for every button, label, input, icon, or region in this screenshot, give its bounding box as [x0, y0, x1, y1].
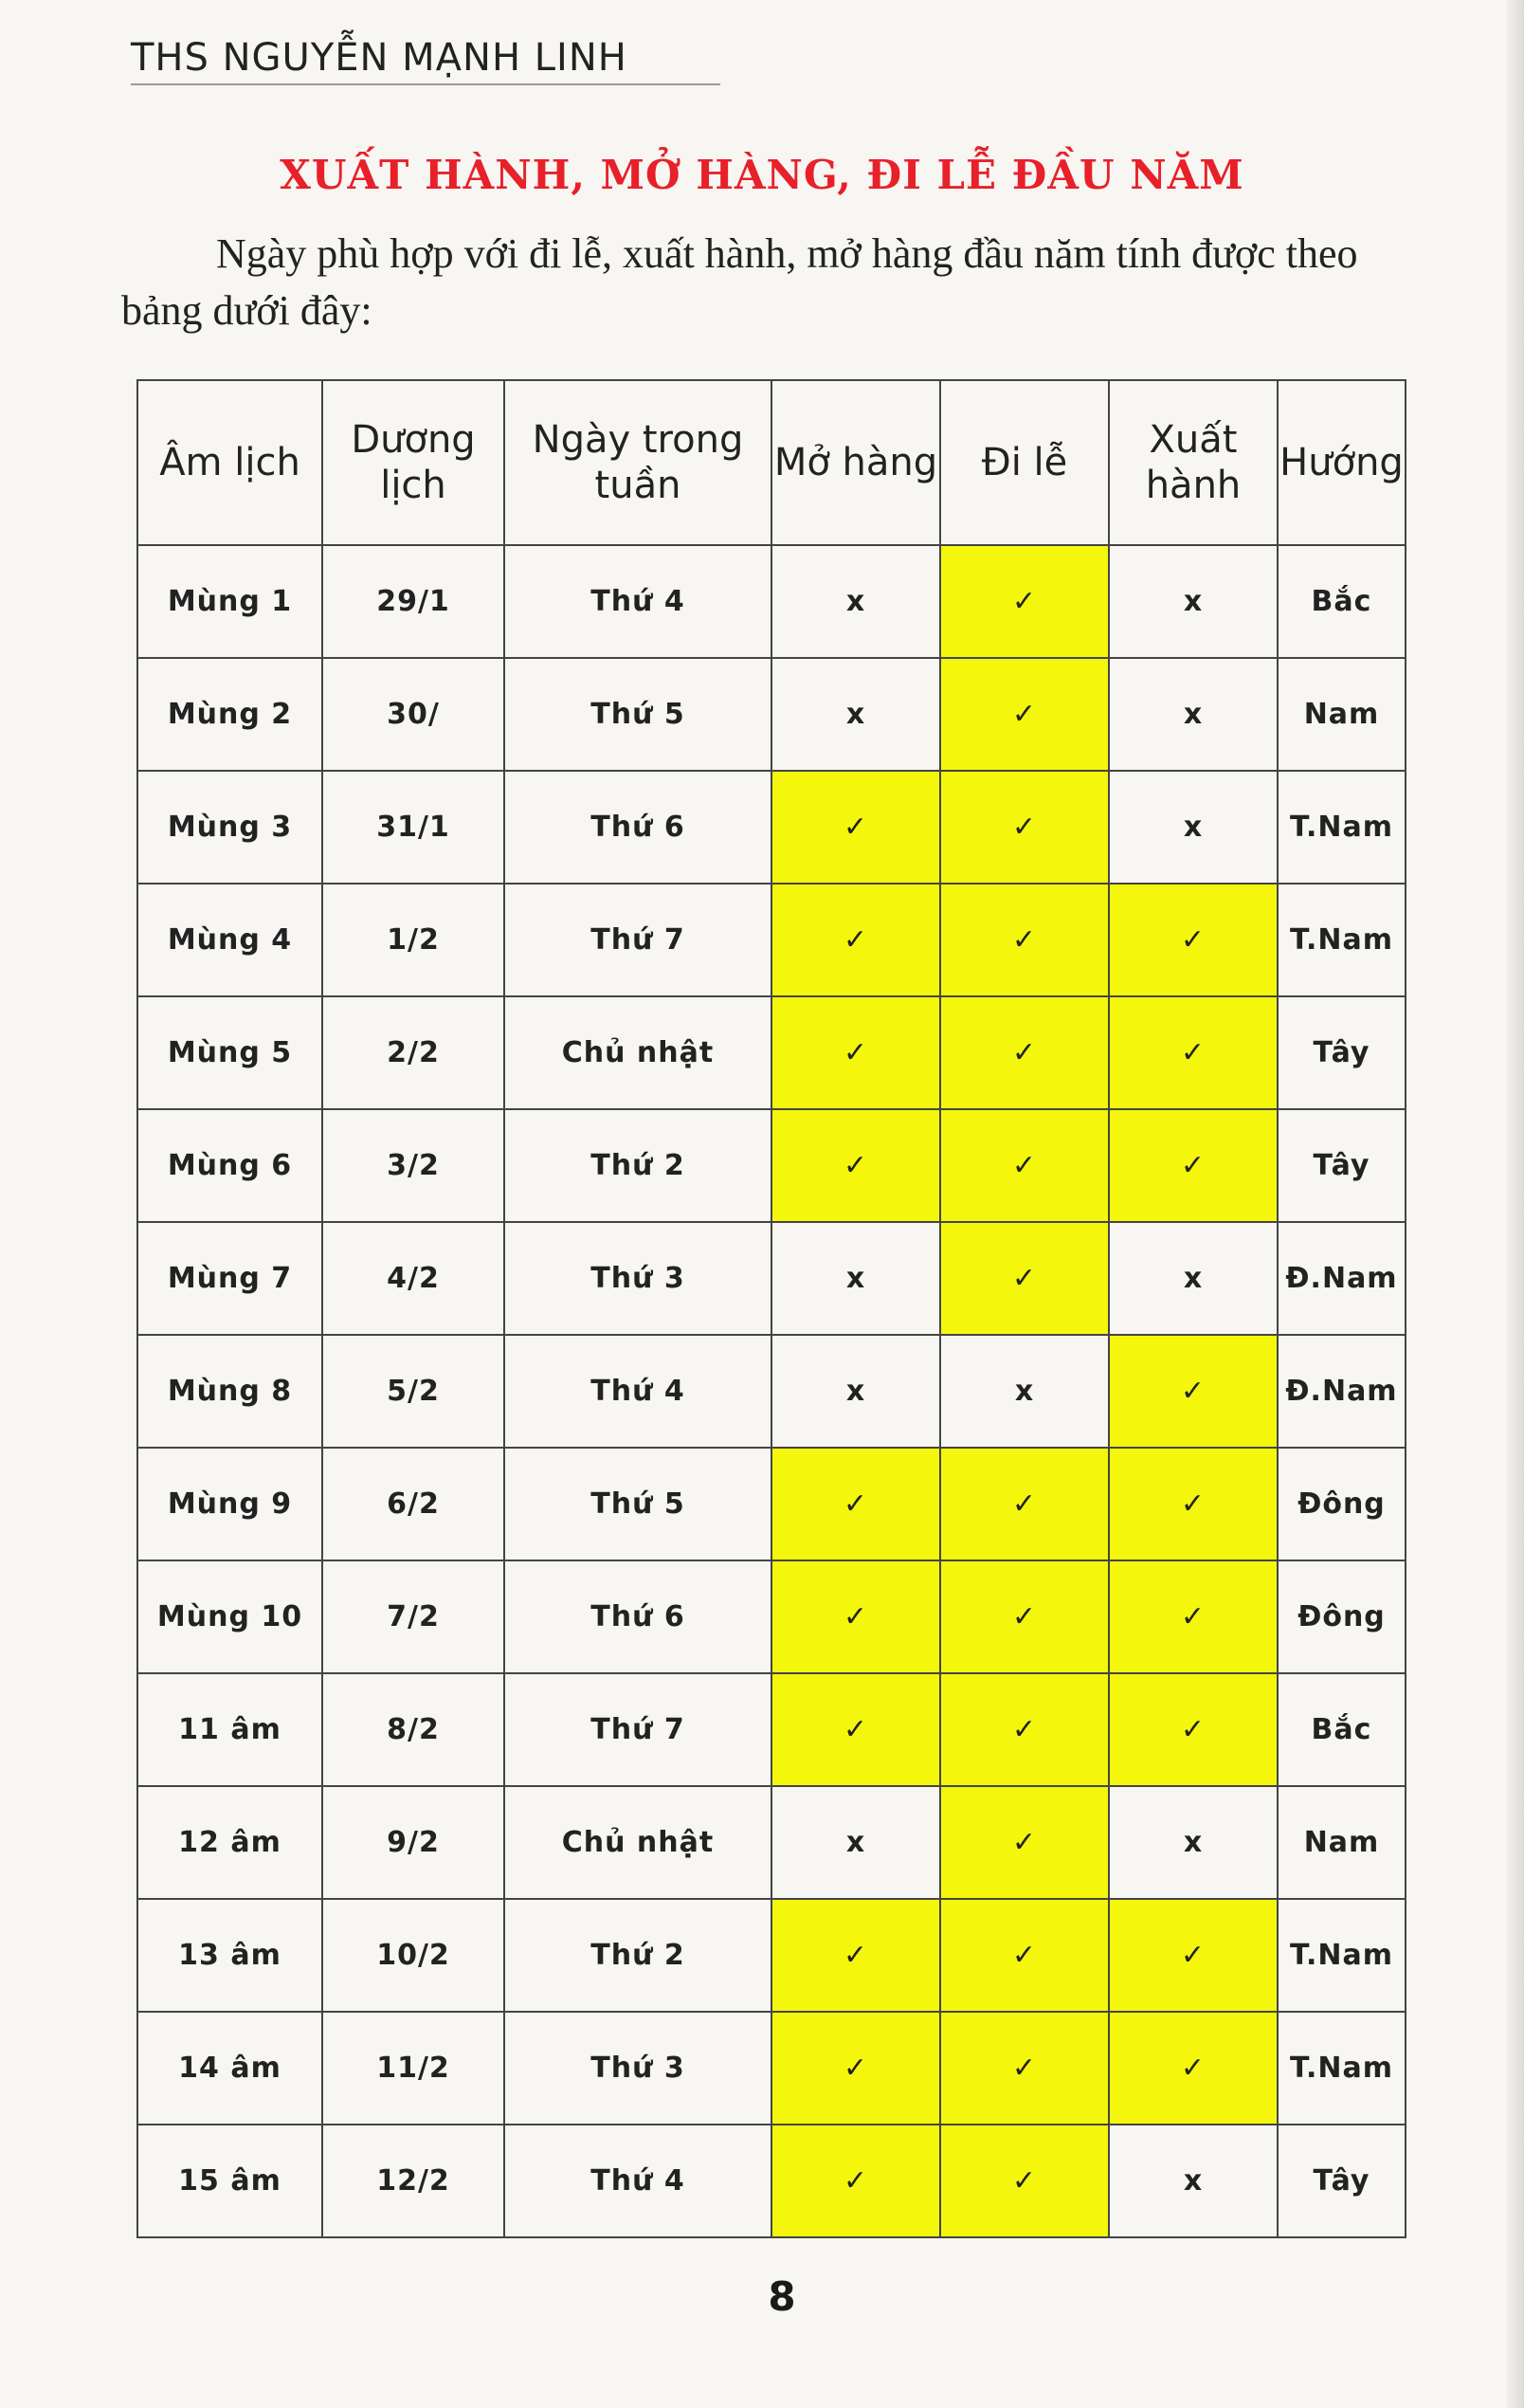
table-row [137, 1109, 1406, 1222]
table-row [137, 545, 1406, 658]
xuat-hanh-cell: ✓ [1109, 1109, 1278, 1222]
weekday-cell: Thứ 6 [504, 1560, 771, 1673]
duong-lich-cell: 31/1 [322, 771, 504, 884]
page-number: 8 [768, 2273, 796, 2320]
xuat-hanh-cell: x [1109, 2125, 1278, 2237]
di-le-cell: ✓ [940, 1899, 1109, 2012]
xuat-hanh-cell: x [1109, 771, 1278, 884]
mo-hang-cell: ✓ [771, 1448, 940, 1560]
weekday-cell: Chủ nhật [504, 996, 771, 1109]
header-duong-lich: Dương lịch [322, 380, 504, 545]
weekday-cell: Thứ 7 [504, 884, 771, 996]
duong-lich-cell: 6/2 [322, 1448, 504, 1560]
xuat-hanh-cell: ✓ [1109, 1448, 1278, 1560]
section-title: XUẤT HÀNH, MỞ HÀNG, ĐI LỄ ĐẦU NĂM [280, 152, 1244, 198]
weekday-cell: Thứ 5 [504, 658, 771, 771]
am-lich-cell: 12 âm [137, 1786, 322, 1899]
mo-hang-cell: x [771, 1786, 940, 1899]
duong-lich-cell: 12/2 [322, 2125, 504, 2237]
di-le-cell: ✓ [940, 1109, 1109, 1222]
am-lich-cell: Mùng 3 [137, 771, 322, 884]
duong-lich-cell: 11/2 [322, 2012, 504, 2125]
duong-lich-cell: 5/2 [322, 1335, 504, 1448]
table-row [137, 1560, 1406, 1673]
table-row [137, 658, 1406, 771]
intro-paragraph [121, 226, 1403, 339]
am-lich-cell: Mùng 9 [137, 1448, 322, 1560]
xuat-hanh-cell: ✓ [1109, 1560, 1278, 1673]
huong-cell: Đông [1278, 1560, 1406, 1673]
huong-cell: T.Nam [1278, 771, 1406, 884]
xuat-hanh-cell: ✓ [1109, 996, 1278, 1109]
table-header-row [137, 380, 1406, 545]
weekday-cell: Chủ nhật [504, 1786, 771, 1899]
weekday-cell: Thứ 2 [504, 1109, 771, 1222]
mo-hang-cell: ✓ [771, 1673, 940, 1786]
am-lich-cell: Mùng 2 [137, 658, 322, 771]
huong-cell: Tây [1278, 2125, 1406, 2237]
header-ngay-trong-tuan: Ngày trong tuần [504, 380, 771, 545]
header-rule [131, 83, 720, 85]
huong-cell: Tây [1278, 996, 1406, 1109]
header-huong: Hướng [1278, 380, 1406, 545]
duong-lich-cell: 1/2 [322, 884, 504, 996]
di-le-cell: ✓ [940, 1673, 1109, 1786]
di-le-cell: ✓ [940, 884, 1109, 996]
di-le-cell: ✓ [940, 1560, 1109, 1673]
weekday-cell: Thứ 5 [504, 1448, 771, 1560]
duong-lich-cell: 3/2 [322, 1109, 504, 1222]
mo-hang-cell: ✓ [771, 2012, 940, 2125]
duong-lich-cell: 29/1 [322, 545, 504, 658]
huong-cell: Đ.Nam [1278, 1222, 1406, 1335]
xuat-hanh-cell: x [1109, 1786, 1278, 1899]
header-am-lich: Âm lịch [137, 380, 322, 545]
header-xuat-hanh: Xuất hành [1109, 380, 1278, 545]
di-le-cell: ✓ [940, 658, 1109, 771]
huong-cell: Tây [1278, 1109, 1406, 1222]
mo-hang-cell: x [771, 658, 940, 771]
table-row [137, 1786, 1406, 1899]
mo-hang-cell: ✓ [771, 884, 940, 996]
xuat-hanh-cell: ✓ [1109, 884, 1278, 996]
duong-lich-cell: 10/2 [322, 1899, 504, 2012]
table-row [137, 1673, 1406, 1786]
am-lich-cell: 13 âm [137, 1899, 322, 2012]
weekday-cell: Thứ 7 [504, 1673, 771, 1786]
mo-hang-cell: x [771, 545, 940, 658]
mo-hang-cell: ✓ [771, 771, 940, 884]
huong-cell: Bắc [1278, 1673, 1406, 1786]
huong-cell: T.Nam [1278, 2012, 1406, 2125]
xuat-hanh-cell: ✓ [1109, 1899, 1278, 2012]
table-row [137, 1335, 1406, 1448]
di-le-cell: ✓ [940, 771, 1109, 884]
am-lich-cell: Mùng 8 [137, 1335, 322, 1448]
table-row [137, 2012, 1406, 2125]
weekday-cell: Thứ 4 [504, 545, 771, 658]
xuat-hanh-cell: x [1109, 1222, 1278, 1335]
table-row [137, 771, 1406, 884]
am-lich-cell: Mùng 1 [137, 545, 322, 658]
mo-hang-cell: x [771, 1335, 940, 1448]
huong-cell: T.Nam [1278, 884, 1406, 996]
table-row [137, 1448, 1406, 1560]
huong-cell: T.Nam [1278, 1899, 1406, 2012]
xuat-hanh-cell: ✓ [1109, 2012, 1278, 2125]
weekday-cell: Thứ 4 [504, 2125, 771, 2237]
am-lich-cell: 14 âm [137, 2012, 322, 2125]
am-lich-cell: Mùng 6 [137, 1109, 322, 1222]
di-le-cell: ✓ [940, 1786, 1109, 1899]
xuat-hanh-cell: ✓ [1109, 1335, 1278, 1448]
auspicious-days-table [136, 379, 1406, 2238]
duong-lich-cell: 9/2 [322, 1786, 504, 1899]
weekday-cell: Thứ 3 [504, 2012, 771, 2125]
mo-hang-cell: ✓ [771, 996, 940, 1109]
di-le-cell: ✓ [940, 545, 1109, 658]
am-lich-cell: 11 âm [137, 1673, 322, 1786]
running-header-author: THS NGUYỄN MẠNH LINH [131, 36, 627, 80]
di-le-cell: ✓ [940, 2125, 1109, 2237]
xuat-hanh-cell: x [1109, 545, 1278, 658]
table-row [137, 996, 1406, 1109]
huong-cell: Nam [1278, 1786, 1406, 1899]
table-row [137, 2125, 1406, 2237]
table-row [137, 884, 1406, 996]
duong-lich-cell: 30/ [322, 658, 504, 771]
header-di-le: Đi lễ [940, 380, 1109, 545]
weekday-cell: Thứ 2 [504, 1899, 771, 2012]
duong-lich-cell: 7/2 [322, 1560, 504, 1673]
di-le-cell: ✓ [940, 1222, 1109, 1335]
mo-hang-cell: ✓ [771, 2125, 940, 2237]
di-le-cell: ✓ [940, 996, 1109, 1109]
table-row [137, 1222, 1406, 1335]
page-edge-shadow [1507, 0, 1524, 2408]
am-lich-cell: Mùng 7 [137, 1222, 322, 1335]
intro-text: Ngày phù hợp với đi lễ, xuất hành, mở hàng đầu năm tính được theo bảng dưới đây: [121, 230, 1358, 334]
mo-hang-cell: ✓ [771, 1109, 940, 1222]
huong-cell: Bắc [1278, 545, 1406, 658]
duong-lich-cell: 2/2 [322, 996, 504, 1109]
weekday-cell: Thứ 4 [504, 1335, 771, 1448]
huong-cell: Đ.Nam [1278, 1335, 1406, 1448]
mo-hang-cell: ✓ [771, 1560, 940, 1673]
di-le-cell: ✓ [940, 2012, 1109, 2125]
weekday-cell: Thứ 3 [504, 1222, 771, 1335]
am-lich-cell: Mùng 4 [137, 884, 322, 996]
table-body [137, 545, 1406, 2237]
di-le-cell: ✓ [940, 1448, 1109, 1560]
xuat-hanh-cell: ✓ [1109, 1673, 1278, 1786]
di-le-cell: x [940, 1335, 1109, 1448]
table-row [137, 1899, 1406, 2012]
xuat-hanh-cell: x [1109, 658, 1278, 771]
am-lich-cell: 15 âm [137, 2125, 322, 2237]
huong-cell: Nam [1278, 658, 1406, 771]
am-lich-cell: Mùng 10 [137, 1560, 322, 1673]
mo-hang-cell: x [771, 1222, 940, 1335]
header-mo-hang: Mở hàng [771, 380, 940, 545]
weekday-cell: Thứ 6 [504, 771, 771, 884]
mo-hang-cell: ✓ [771, 1899, 940, 2012]
duong-lich-cell: 4/2 [322, 1222, 504, 1335]
huong-cell: Đông [1278, 1448, 1406, 1560]
duong-lich-cell: 8/2 [322, 1673, 504, 1786]
am-lich-cell: Mùng 5 [137, 996, 322, 1109]
